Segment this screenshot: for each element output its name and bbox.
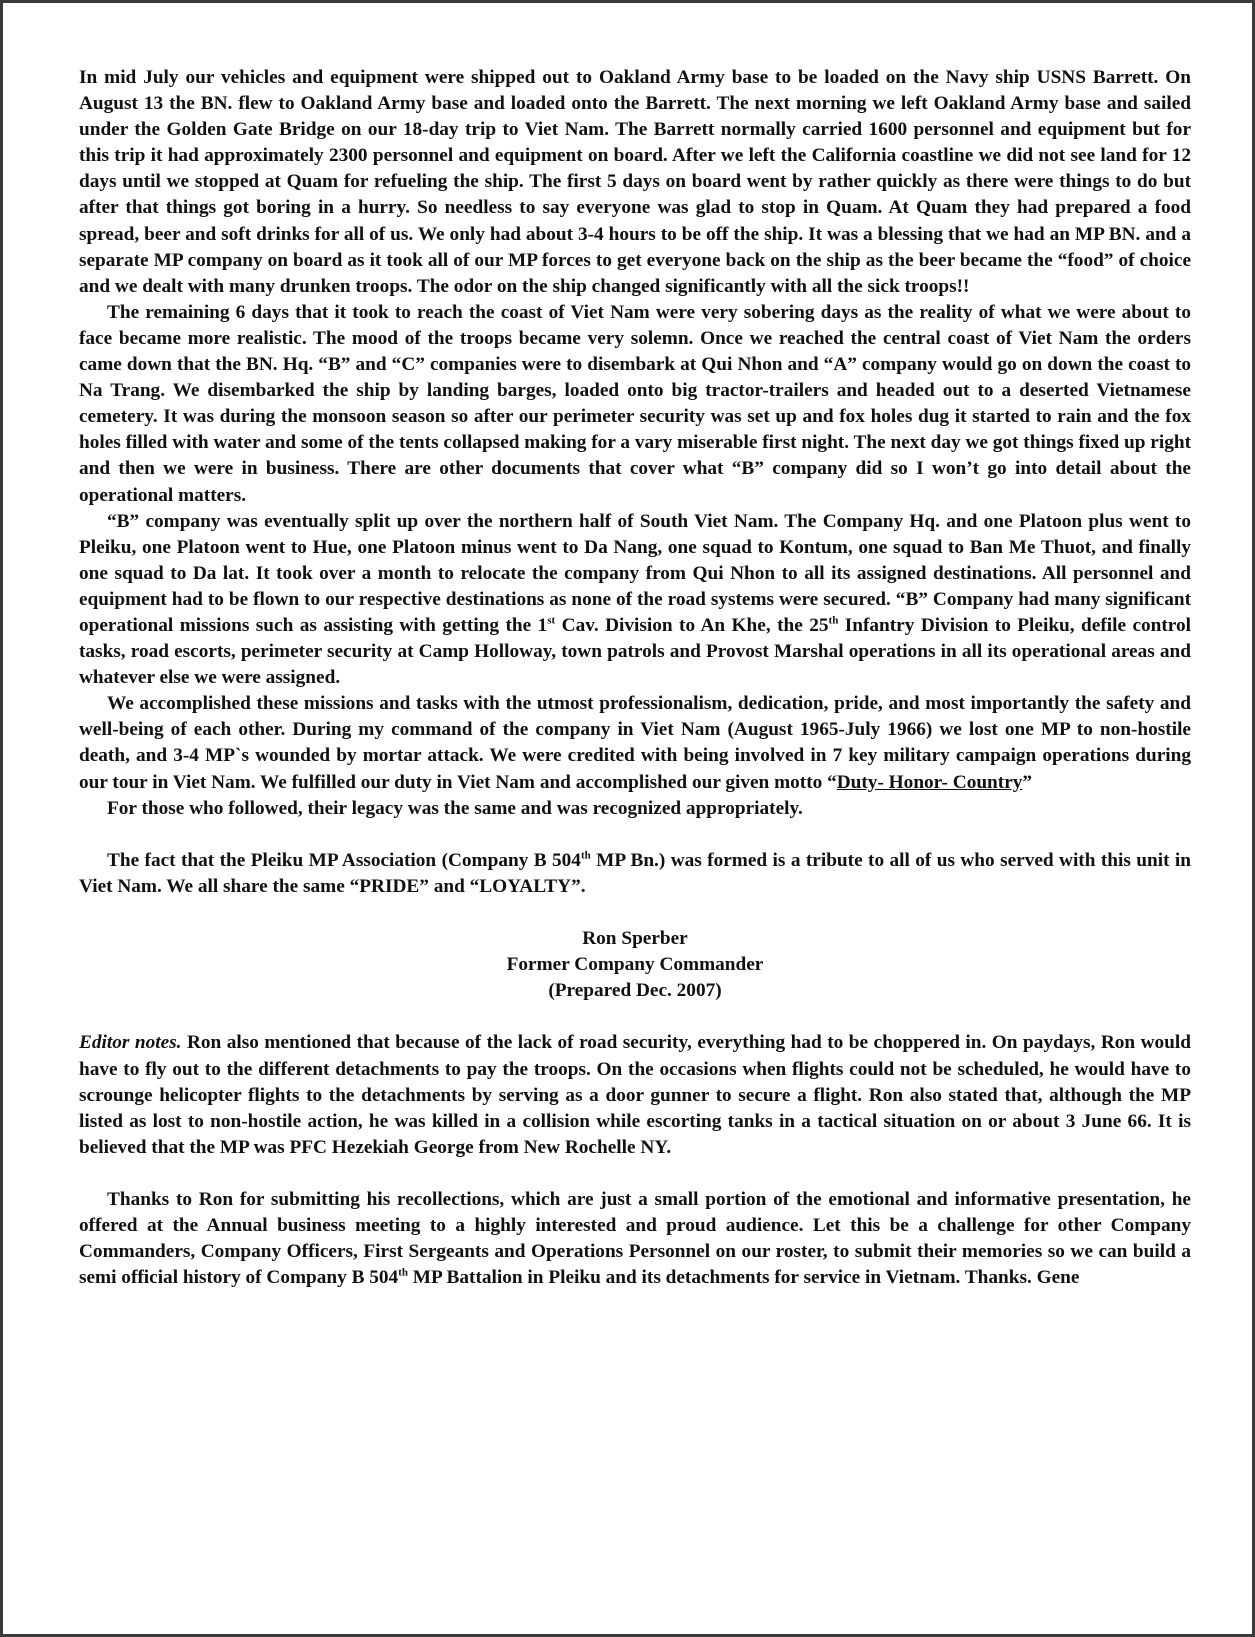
paragraph-association (79, 848, 1191, 900)
spacer (79, 822, 1191, 848)
superscript-th: th (828, 614, 839, 627)
editor-notes-label: Editor notes. (79, 1032, 182, 1054)
paragraph-accomplishments (79, 691, 1191, 795)
paragraph-deployment-text-b: Cav. Division to An Khe, the 25 (555, 614, 829, 636)
document-body (79, 65, 1191, 1291)
signature-title: Former Company Commander (506, 954, 764, 976)
paragraph-arrival (79, 300, 1191, 509)
spacer (79, 1004, 1191, 1030)
paragraph-accomplishments-text-b: ” (1022, 771, 1033, 793)
paragraph-deployment-text-a: “B” company was eventually split up over the northern half of South Viet Nam. The Company Hq. and one Platoon plus went to Pleiku, one Platoon went to Hue, one Platoon minus went to Da Nang, one squad to Kontum, one squad to Ban Me Thuot, and finally one squad to Da lat. It took over a month to relocate the company from Qui Nhon to all its assigned destinations. All personnel and equipment had to be flown to our respective destinations as none of the road systems were secured. “B” Company had many significant operational missions such as assisting with getting the 1 (79, 510, 1191, 636)
paragraph-thanks-text-a: Thanks to Ron for submitting his recollections, which are just a small portion of the emotional and informative presentation, he offered at the Annual business meeting to a highly interested and proud audience. Let this be a challenge for other Company Commanders, Company Officers, First Sergeants and Operations Personnel on our roster, to submit their memories so we can build a semi official history of Company B 504 (79, 1189, 1191, 1289)
paragraph-legacy (79, 796, 1191, 822)
paragraph-arrival-text: The remaining 6 days that it took to reach the coast of Viet Nam were very sobering days as the reality of what we were about to face became more realistic. The mood of the troops became very solemn. Once we reached the central coast of Viet Nam the orders came down that the BN. Hq. “B” and “C” companies were to disembark at Qui Nhon and “A” company would go on down the coast to Na Trang. We disembarked the ship by landing barges, loaded onto big tractor-trailers and headed out to a deserted Vietnamese cemetery. It was during the monsoon season so after our perimeter security was set up and fox holes dug it started to rain and the fox holes filled with water and some of the tents collapsed making for a vary miserable first night. The next day we got things fixed up right and then we were in business. There are other documents that cover what “B” company did so I won’t go into detail about the operational matters. (79, 301, 1191, 506)
superscript-st: st (547, 614, 556, 627)
paragraph-accomplishments-text-a: We accomplished these missions and tasks with the utmost professionalism, dedication, pride, and most importantly the safety and well-being of each other. During my command of the company in Viet Nam (August 1965-July 1966) we lost one MP to non-hostile death, and 3-4 MP`s wounded by mortar attack. We were credited with being involved in 7 key military campaign operations during our tour in Viet Nam. We fulfilled our duty in Viet Nam and accomplished our given motto “ (79, 693, 1191, 793)
paragraph-legacy-text: For those who followed, their legacy was the same and was recognized appropriately. (107, 797, 803, 819)
paragraph-voyage (79, 65, 1191, 300)
paragraph-association-text-b: MP Bn.) was formed is a tribute to all of us who served with this unit in Viet Nam. We all share the same “PRIDE” and “LOYALTY”. (79, 849, 1191, 897)
editor-notes-text: Ron also mentioned that because of the lack of road security, everything had to be choppered in. On paydays, Ron would have to fly out to the different detachments to pay the troops. On the occasions when flights could not be scheduled, he would have to scrounge helicopter flights to the detachments by serving as a door gunner to secure a flight. Ron also stated that, although the MP listed as lost to non-hostile action, he was killed in a collision while escorting tanks in a tactical situation on or about 3 June 66. It is believed that the MP was PFC Hezekiah George from New Rochelle NY. (79, 1032, 1191, 1158)
superscript-th: th (580, 849, 591, 862)
signature-date: (Prepared Dec. 2007) (548, 980, 722, 1002)
spacer (79, 900, 1191, 926)
paragraph-deployment-text-c: Infantry Division to Pleiku, defile control tasks, road escorts, perimeter security at Camp Holloway, town patrols and Provost Marshal operations in all its operational areas and whatever else we were assigned. (79, 614, 1191, 689)
paragraph-association-text-a: The fact that the Pleiku MP Association (Company B 504 (107, 849, 581, 871)
paragraph-thanks (79, 1187, 1191, 1291)
paragraph-voyage-text: In mid July our vehicles and equipment were shipped out to Oakland Army base to be loaded on the Navy ship USNS Barrett. On August 13 the BN. flew to Oakland Army base and loaded onto the Barrett. The next morning we left Oakland Army base and sailed under the Golden Gate Bridge on our 18-day trip to Viet Nam. The Barrett normally carried 1600 personnel and equipment but for this trip it had approximately 2300 personnel and equipment on board. After we left the California coastline we did not see land for 12 days until we stopped at Quam for refueling the ship. The first 5 days on board went by rather quickly as there were things to do but after that things got boring in a hurry. So needless to say everyone was glad to stop in Quam. At Quam they had prepared a food spread, beer and soft drinks for all of us. We only had about 3-4 hours to be off the ship. It was a blessing that we had an MP BN. and a separate MP company on board as it took all of our MP forces to get everyone back on the ship as the beer became the “food” of choice and we dealt with many drunken troops. The odor on the ship changed significantly with all the sick troops!! (79, 67, 1191, 297)
signature-name: Ron Sperber (582, 928, 688, 950)
paragraph-thanks-text-b: MP Battalion in Pleiku and its detachments for service in Vietnam. Thanks. Gene (407, 1267, 1080, 1289)
paragraph-deployment (79, 509, 1191, 692)
spacer (79, 1161, 1191, 1187)
motto-text: Duty- Honor- Country (836, 771, 1023, 793)
signature-block (79, 926, 1191, 1004)
paragraph-editor-notes (79, 1030, 1191, 1160)
superscript-th: th (398, 1266, 408, 1279)
